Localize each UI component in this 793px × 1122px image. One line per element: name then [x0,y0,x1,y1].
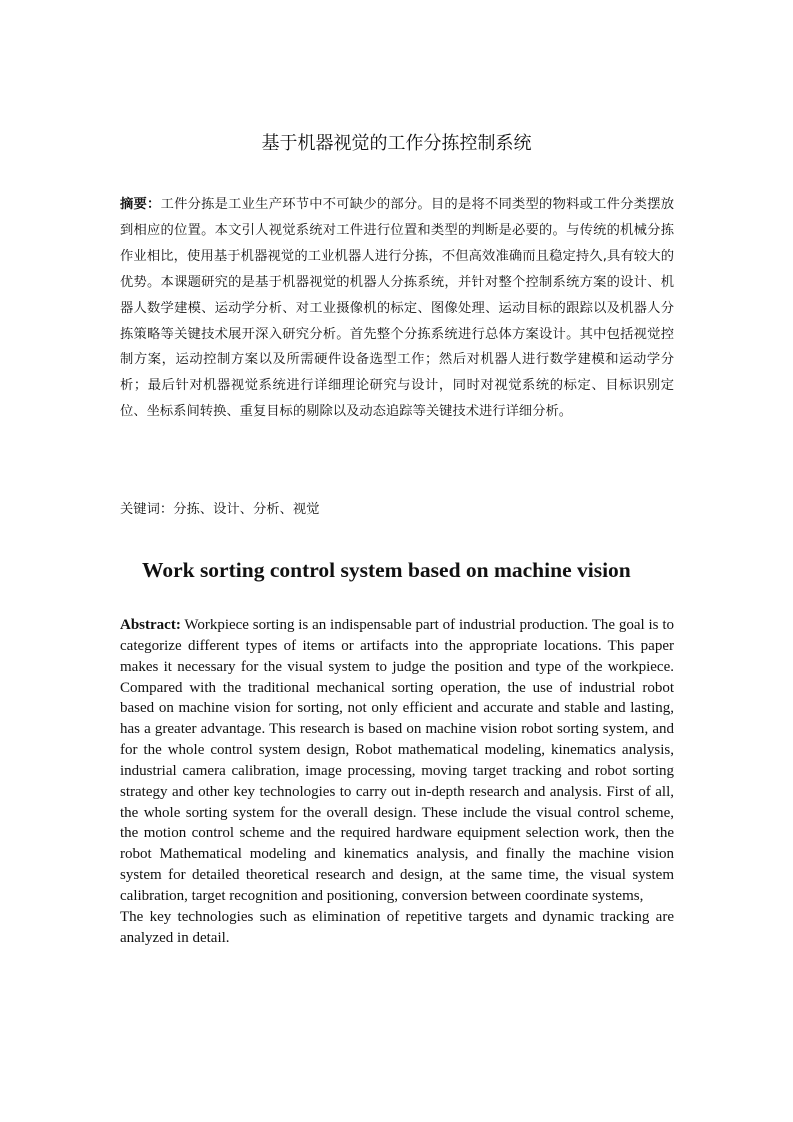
chinese-abstract [120,192,674,425]
english-abstract-paragraph [120,615,674,907]
english-abstract [120,615,674,949]
chinese-title: 基于机器视觉的工作分拣控制系统 [261,133,532,154]
english-title: Work sorting control system based on machine vision [142,558,631,582]
chinese-abstract-label: 摘要： [120,197,161,212]
chinese-abstract-text: 工件分拣是工业生产环节中不可缺少的部分。目的是将不同类型的物料或工件分类摆放到相应的位置。本文引人视觉系统对工件进行位置和类型的判断是必要的。与传统的机械分拣作业相比，使用基于机器视觉的工业机器人进行分拣，不但高效准确而且稳定持久,具有较大的优势。本课题研究的是基于机器视觉的机器人分拣系统，并针对整个控制系统方案的设计、机器人数学建模、运动学分析、对工业摄像机的标定、图像处理、运动目标的跟踪以及机器人分拣策略等关键技术展开深入研究分析。首先整个分拣系统进行总体方案设计。其中包括视觉控制方案，运动控制方案以及所需硬件设备选型工作；然后对机器人进行数学建模和运动学分析；最后针对机器视觉系统进行详细理论研究与设计，同时对视觉系统的标定、目标识别定位、坐标系间转换、重复目标的剔除以及动态追踪等关键技术进行详细分析。 [120,197,675,420]
english-abstract-paragraph-2: The key technologies such as elimination of repetitive targets and dynamic tracking are analyzed in detail. [120,908,674,946]
chinese-keywords [120,498,674,522]
chinese-keywords-label: 关键词： [120,502,174,517]
english-abstract-text: Workpiece sorting is an indispensable part of industrial production. The goal is to categorize different types of items or artifacts into the appropriate locations. This paper makes it necessary for the visual system to judge the position and type of the workpiece. Compared with the traditional mechanical sorting operation, the use of industrial robot based on machine vision for sorting, not only efficient and accurate and stable and lasting, has a greater advantage. This research is based on machine vision robot sorting system, and for the whole control system design, Robot mathematical modeling, kinematics analysis, industrial camera calibration, image processing, moving target tracking and robot sorting strategy and other key technologies to carry out in-depth research and analysis. First of all, the whole sorting system for the overall design. These include the visual control scheme, the motion control scheme and the required hardware equipment selection work, then the robot Mathematical modeling and kinematics analysis, and finally the machine vision system for detailed theoretical research and design, at the same time, the visual system calibration, target recognition and positioning, conversion between coordinate systems, [120,617,674,904]
english-abstract-label: Abstract: [120,617,181,633]
chinese-keywords-text: 分拣、设计、分析、视觉 [173,502,320,517]
